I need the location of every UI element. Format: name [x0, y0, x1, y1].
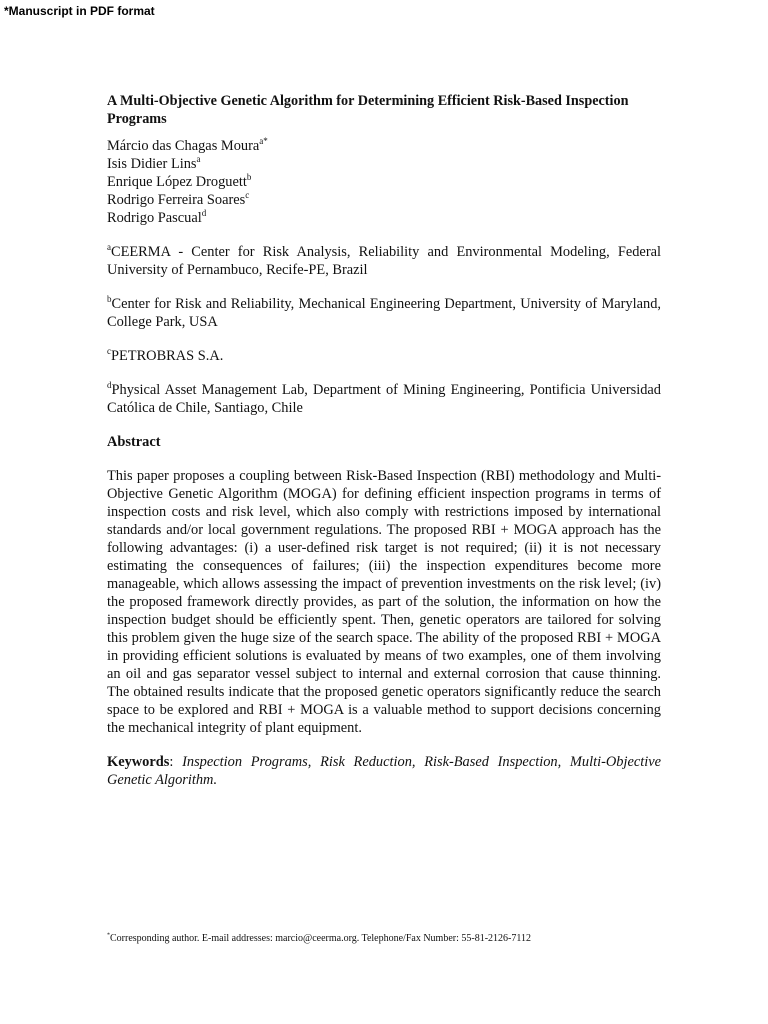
corresponding-author-footnote	[107, 932, 661, 945]
author-list	[107, 137, 661, 227]
affiliation-mark: b	[107, 294, 112, 305]
keywords	[107, 753, 661, 789]
footnote-text: Corresponding author. E-mail addresses: marcio@ceerma.org. Telephone/Fax Number: 55-81-2126-7112	[110, 933, 531, 944]
affiliation	[107, 381, 661, 417]
affiliation-text: Center for Risk and Reliability, Mechanical Engineering Department, University of Maryland, College Park, USA	[107, 296, 661, 330]
affiliation-mark: a	[107, 242, 111, 253]
author	[107, 173, 661, 191]
paper-title: A Multi-Objective Genetic Algorithm for Determining Efficient Risk-Based Inspection Programs	[107, 93, 629, 127]
author-name: Rodrigo Pascual	[107, 210, 202, 226]
abstract-heading: Abstract	[107, 434, 161, 450]
keywords-list: Inspection Programs, Risk Reduction, Risk-Based Inspection, Multi-Objective Genetic Algorithm.	[107, 754, 661, 788]
affiliation-mark: c	[107, 346, 111, 357]
author	[107, 137, 661, 155]
author-affil-mark: c	[245, 190, 250, 201]
author-name: Isis Didier Lins	[107, 156, 197, 172]
author	[107, 191, 661, 209]
author-affil-mark: a	[196, 154, 201, 165]
keywords-label: Keywords	[107, 754, 170, 770]
keywords-separator: :	[169, 754, 183, 770]
affiliation-text: PETROBRAS S.A.	[111, 348, 224, 364]
abstract-body: This paper proposes a coupling between Risk-Based Inspection (RBI) methodology and Multi-Objective Genetic Algorithm (MOGA) for defining efficient inspection programs in terms of inspection costs and risk level, which also comply with restrictions imposed by international standards and/or local government regulations. The proposed RBI + MOGA approach has the following advantages: (i) a user-defined risk target is not required; (ii) it is not necessary estimating the consequences of failures; (iii) the inspection expenditures become more manageable, which allows assessing the impact of prevention investments on the risk level; (iv) the proposed framework directly provides, as part of the solution, the information on how the inspection budget should be efficiently spent. Then, genetic operators are tailored for solving this problem given the huge size of the search space. The ability of the proposed RBI + MOGA in providing efficient solutions is evaluated by means of two examples, one of them involving an oil and gas separator vessel subject to internal and external corrosion that cause thinning. The obtained results indicate that the proposed genetic operators significantly reduce the search space to be explored and RBI + MOGA is a valuable method to support decisions concerning the mechanical integrity of plant equipment.	[107, 468, 661, 736]
author-affil-mark: d	[201, 208, 207, 219]
author-name: Enrique López Droguett	[107, 174, 247, 190]
paper-front-matter	[107, 92, 661, 789]
affiliation-text: Physical Asset Management Lab, Department of Mining Engineering, Pontificia Universidad Católica de Chile, Santiago, Chile	[107, 382, 661, 416]
author-affil-mark: a*	[259, 136, 268, 147]
manuscript-banner: *Manuscript in PDF format	[4, 4, 155, 18]
author-name: Márcio das Chagas Moura	[107, 138, 260, 154]
affiliation-mark: d	[107, 380, 112, 391]
author-affil-mark: b	[246, 172, 252, 183]
footnote-mark: *	[107, 932, 110, 939]
author	[107, 155, 661, 173]
affiliation-text: CEERMA - Center for Risk Analysis, Reliability and Environmental Modeling, Federal University of Pernambuco, Recife-PE, Brazil	[107, 244, 661, 278]
author-name: Rodrigo Ferreira Soares	[107, 192, 246, 208]
author	[107, 209, 661, 227]
affiliation	[107, 243, 661, 279]
affiliation	[107, 347, 661, 365]
affiliation	[107, 295, 661, 331]
